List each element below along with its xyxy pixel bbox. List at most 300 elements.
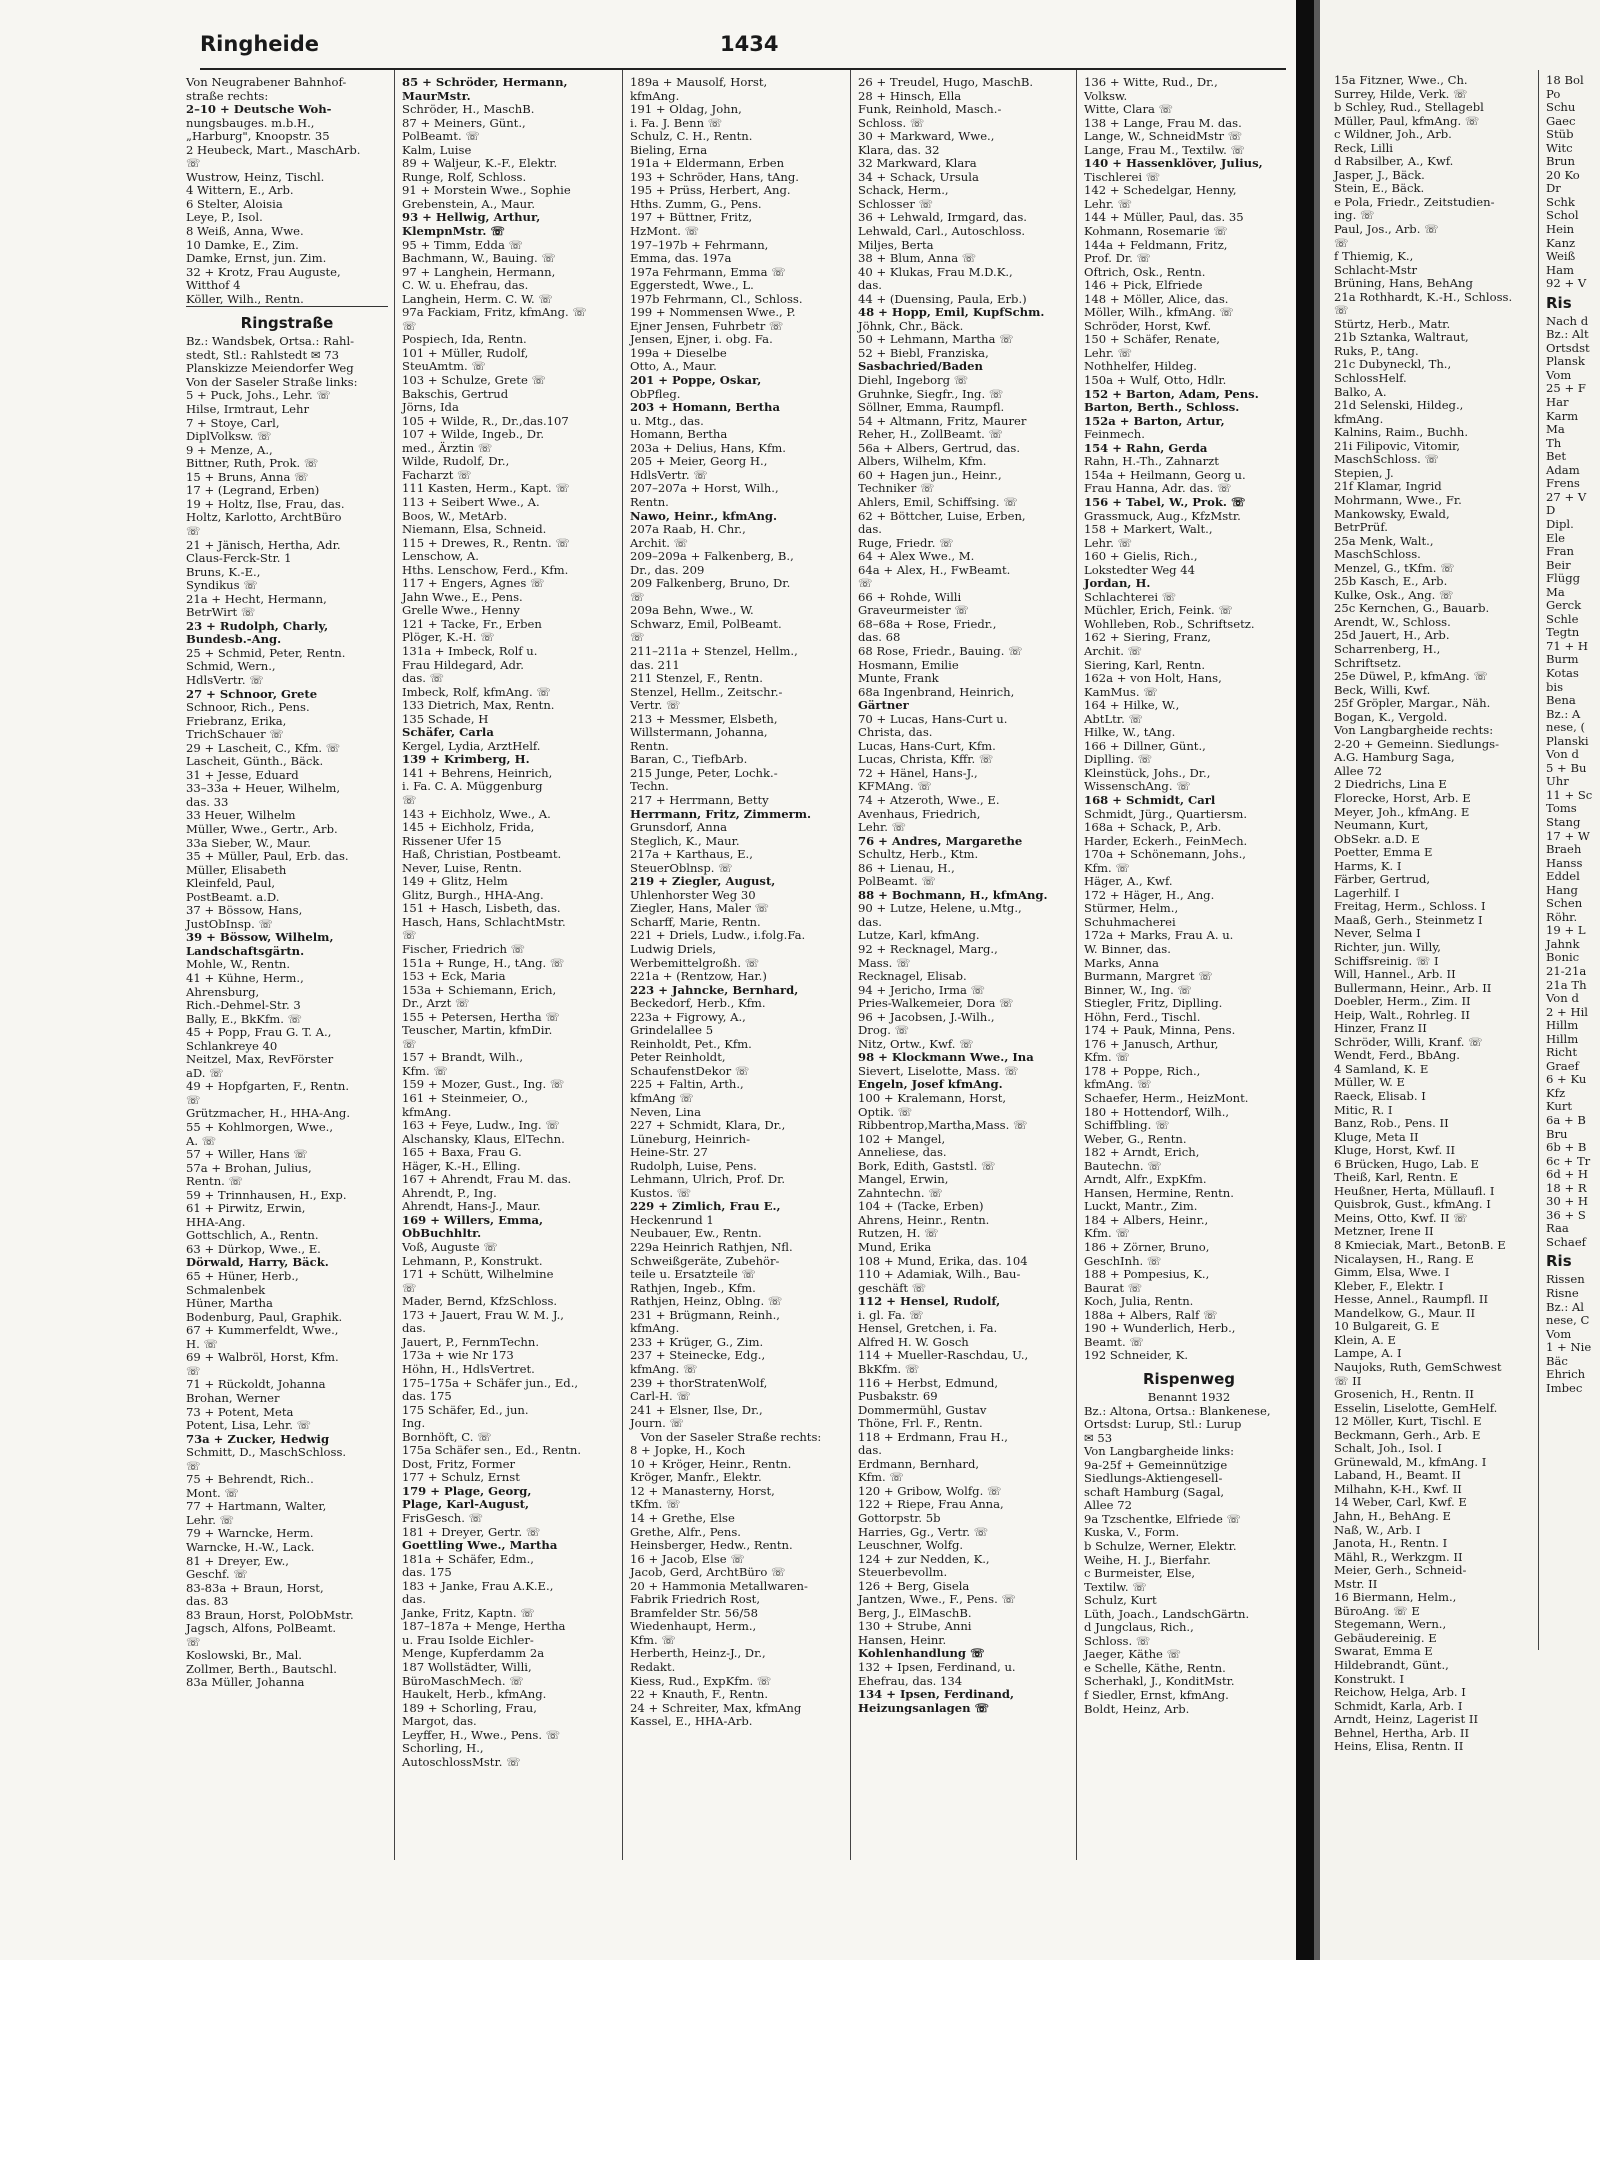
directory-entry: 87 + Meiners, Günt., bbox=[402, 115, 526, 130]
directory-entry: 181 + Dreyer, Gertr. ☏ bbox=[402, 1524, 541, 1539]
directory-entry: Flügg bbox=[1546, 571, 1581, 586]
directory-entry: Anneliese, das. bbox=[858, 1145, 947, 1160]
directory-entry: 86 + Lienau, H., bbox=[858, 860, 955, 875]
directory-entry: das. bbox=[858, 1443, 882, 1458]
directory-entry: Rathjen, Heinz, Oblng. ☏ bbox=[630, 1294, 783, 1309]
directory-entry: Jöhnk, Chr., Bäck. bbox=[858, 318, 964, 333]
directory-entry: 112 + Hensel, Rudolf, bbox=[858, 1294, 1001, 1309]
directory-entry: d Rabsilber, A., Kwf. bbox=[1334, 154, 1454, 169]
directory-entry: 40 + Klukas, Frau M.D.K., bbox=[858, 264, 1013, 279]
directory-entry: kfmAng. ☏ bbox=[1084, 1077, 1152, 1092]
directory-entry: das. bbox=[858, 278, 882, 293]
directory-entry: 239 + thorStratenWolf, bbox=[630, 1375, 768, 1390]
directory-entry: 170a + Schönemann, Johs., bbox=[1084, 847, 1246, 862]
directory-entry: 118 + Erdmann, Frau H., bbox=[858, 1429, 1008, 1444]
directory-entry: ☏ bbox=[1334, 235, 1349, 250]
directory-entry: ☏ bbox=[402, 1036, 417, 1051]
directory-entry: Plansk bbox=[1546, 354, 1585, 369]
directory-entry: i. Fa. J. Benn ☏ bbox=[630, 115, 723, 130]
directory-entry: Rentn. bbox=[630, 738, 669, 753]
directory-entry: 14 + Grethe, Else bbox=[630, 1510, 735, 1525]
directory-entry: 20 Ko bbox=[1546, 167, 1580, 182]
directory-entry: das. bbox=[858, 522, 882, 537]
directory-entry: HzMont. ☏ bbox=[630, 224, 700, 239]
directory-entry: Mohrmann, Wwe., Fr. bbox=[1334, 492, 1462, 507]
directory-entry: 25d Jauert, H., Arb. bbox=[1334, 628, 1450, 643]
directory-entry: 191a + Eldermann, Erben bbox=[630, 156, 785, 171]
directory-entry: Mankowsky, Ewald, bbox=[1334, 506, 1450, 521]
directory-entry: Schloss. ☏ bbox=[858, 115, 925, 130]
directory-entry: Hasch, Hans, SchlachtMstr. bbox=[402, 914, 566, 929]
directory-entry: Wohlleben, Rob., Schriftsetz. bbox=[1084, 616, 1255, 631]
directory-entry: Schlacht-Mstr bbox=[1334, 262, 1418, 277]
directory-entry: Archit. ☏ bbox=[1084, 643, 1143, 658]
directory-entry: 201 + Poppe, Oskar, bbox=[630, 373, 762, 388]
directory-entry: Jantzen, Wwe., F., Pens. ☏ bbox=[858, 1592, 1016, 1607]
directory-entry: Kohmann, Rosemarie ☏ bbox=[1084, 224, 1228, 239]
directory-entry: 6d + H bbox=[1546, 1167, 1588, 1182]
directory-entry: 59 + Trinnhausen, H., Exp. bbox=[186, 1187, 347, 1202]
directory-entry: 7 + Stoye, Carl, bbox=[186, 415, 280, 430]
directory-entry: Grebenstein, A., Maur. bbox=[402, 196, 536, 211]
directory-entry: Toms bbox=[1546, 801, 1577, 816]
directory-entry: 25f Gröpler, Margar., Näh. bbox=[1334, 696, 1491, 711]
directory-entry: 36 + S bbox=[1546, 1207, 1586, 1222]
directory-entry: das. 175 bbox=[402, 1389, 452, 1404]
directory-entry: Kleinfeld, Paul, bbox=[186, 876, 276, 891]
directory-entry: Mitic, R. I bbox=[1334, 1102, 1393, 1117]
directory-column-5 bbox=[1084, 76, 1294, 1856]
directory-entry: Banz, Rob., Pens. II bbox=[1334, 1116, 1449, 1131]
directory-entry: Mstr. II bbox=[1334, 1576, 1378, 1591]
directory-entry: 52 + Biebl, Franziska, bbox=[858, 345, 989, 360]
directory-entry: 175–175a + Schäfer jun., Ed., bbox=[402, 1375, 579, 1390]
directory-entry: 120 + Gribow, Wolfg. ☏ bbox=[858, 1483, 1002, 1498]
directory-entry: Grelle Wwe., Henny bbox=[402, 603, 520, 618]
directory-entry: BetrWirt ☏ bbox=[186, 605, 256, 620]
directory-entry: 161 + Steinmeier, O., bbox=[402, 1091, 529, 1106]
directory-entry: 151 + Hasch, Lisbeth, das. bbox=[402, 901, 561, 916]
directory-entry: Müller, Paul, kfmAng. ☏ bbox=[1334, 113, 1480, 128]
directory-entry: HdlsVertr. ☏ bbox=[630, 467, 708, 482]
directory-entry: Allee 72 bbox=[1084, 1498, 1132, 1513]
directory-entry: Nawo, Heinr., kfmAng. bbox=[630, 508, 778, 523]
directory-entry: Grassmuck, Aug., KfzMstr. bbox=[1084, 508, 1241, 523]
directory-entry: SteuAmtm. ☏ bbox=[402, 359, 486, 374]
directory-entry: ☏ bbox=[186, 1634, 201, 1649]
directory-entry: 146 + Pick, Elfriede bbox=[1084, 278, 1203, 293]
directory-entry: nese, ( bbox=[1546, 720, 1586, 735]
directory-entry: 10 + Kröger, Heinr., Rentn. bbox=[630, 1456, 792, 1471]
directory-entry: Gottorpstr. 5b bbox=[858, 1510, 941, 1525]
directory-entry: 71 + Rückoldt, Johanna bbox=[186, 1377, 326, 1392]
directory-entry: 68 Rose, Friedr., Bauing. ☏ bbox=[858, 643, 1023, 658]
directory-entry: 155 + Petersen, Hertha ☏ bbox=[402, 1009, 560, 1024]
directory-entry: Steuerbevollm. bbox=[858, 1565, 948, 1580]
directory-entry: Dörwald, Harry, Bäck. bbox=[186, 1255, 329, 1270]
directory-entry: Raa bbox=[1546, 1221, 1569, 1236]
directory-entry: Steglich, K., Maur. bbox=[630, 833, 740, 848]
directory-entry: Schiffsreinig. ☏ I bbox=[1334, 953, 1439, 968]
directory-entry: Mund, Erika bbox=[858, 1240, 932, 1255]
directory-entry: 177 + Schulz, Ernst bbox=[402, 1470, 520, 1485]
directory-entry: Pusbakstr. 69 bbox=[858, 1389, 938, 1404]
directory-entry: Balko, A. bbox=[1334, 384, 1387, 399]
directory-entry: Poetter, Emma E bbox=[1334, 845, 1433, 860]
directory-entry: 115 + Drewes, R., Rentn. ☏ bbox=[402, 535, 570, 550]
directory-entry: 163 + Feye, Ludw., Ing. ☏ bbox=[402, 1118, 560, 1133]
directory-entry: 153 + Eck, Maria bbox=[402, 969, 506, 984]
directory-entry: Otto, A., Maur. bbox=[630, 359, 717, 374]
directory-entry: SteuerOblnsp. ☏ bbox=[630, 860, 733, 875]
directory-entry: 33 Heuer, Wilhelm bbox=[186, 808, 296, 823]
directory-entry: Jagsch, Alfons, PolBeamt. bbox=[186, 1621, 337, 1636]
directory-entry: Von der Saseler Straße links: bbox=[186, 374, 358, 389]
directory-entry: Allee 72 bbox=[1334, 763, 1382, 778]
directory-entry: 213 + Messmer, Elsbeth, bbox=[630, 711, 778, 726]
directory-entry: Lenschow, A. bbox=[402, 549, 479, 564]
directory-entry: e Schelle, Käthe, Rentn. bbox=[1084, 1660, 1226, 1675]
directory-entry: Leyffer, H., Wwe., Pens. ☏ bbox=[402, 1727, 561, 1742]
directory-entry: ObBuchhltr. bbox=[402, 1226, 482, 1241]
directory-entry: 102 + Mangel, bbox=[858, 1131, 946, 1146]
directory-entry: 2 Heubeck, Mart., MaschArb. bbox=[186, 142, 361, 157]
directory-entry: 117 + Engers, Agnes ☏ bbox=[402, 576, 545, 591]
directory-entry: 139 + Krimberg, H. bbox=[402, 752, 530, 767]
directory-entry: Uhlenhorster Weg 30 bbox=[630, 887, 756, 902]
directory-entry: FrisGesch. ☏ bbox=[402, 1510, 484, 1525]
directory-entry: Ehrich bbox=[1546, 1367, 1586, 1382]
directory-entry: 110 + Adamiak, Wilh., Bau- bbox=[858, 1267, 1021, 1282]
directory-entry: 189 + Schorling, Frau, bbox=[402, 1700, 537, 1715]
directory-entry: Beir bbox=[1546, 557, 1571, 572]
directory-entry: 25e Düwel, P., kfmAng. ☏ bbox=[1334, 669, 1488, 684]
directory-entry: 45 + Popp, Frau G. T. A., bbox=[186, 1025, 332, 1040]
directory-entry: Menge, Kupferdamm 2a bbox=[402, 1646, 545, 1661]
directory-entry: 21f Klamar, Ingrid bbox=[1334, 479, 1442, 494]
directory-entry: 134 + Ipsen, Ferdinand, bbox=[858, 1687, 1015, 1702]
directory-entry: Milhahn, K-H., Kwf. II bbox=[1334, 1481, 1462, 1496]
directory-entry: Optik. ☏ bbox=[858, 1104, 913, 1119]
directory-entry: Bz.: Wandsbek, Ortsa.: Rahl- bbox=[186, 334, 355, 349]
directory-entry: Jahnk bbox=[1546, 936, 1580, 951]
directory-entry: Scharrenberg, H., bbox=[1334, 641, 1441, 656]
directory-entry: 79 + Warncke, Herm. bbox=[186, 1526, 314, 1541]
directory-entry: das. 83 bbox=[186, 1594, 229, 1609]
directory-entry: WissenschAng. ☏ bbox=[1084, 779, 1191, 794]
directory-entry: 2-20 + Gemeinn. Siedlungs- bbox=[1334, 736, 1499, 751]
directory-entry: Hensel, Gretchen, i. Fa. bbox=[858, 1321, 998, 1336]
directory-entry: 54 + Altmann, Fritz, Maurer bbox=[858, 413, 1027, 428]
directory-entry: Archit. ☏ bbox=[630, 535, 689, 550]
directory-entry: Gebäudereinig. E bbox=[1334, 1630, 1437, 1645]
directory-entry: Köller, Wilh., Rentn. bbox=[186, 293, 388, 308]
directory-entry: Goettling Wwe., Martha bbox=[402, 1538, 558, 1553]
directory-entry: Ma bbox=[1546, 422, 1565, 437]
directory-entry: Meins, Otto, Kwf. II ☏ bbox=[1334, 1210, 1468, 1225]
directory-entry: Schiffbling. ☏ bbox=[1084, 1118, 1170, 1133]
directory-entry: Weber, G., Rentn. bbox=[1084, 1131, 1187, 1146]
directory-entry: Warncke, H.-W., Lack. bbox=[186, 1539, 315, 1554]
directory-entry: c Burmeister, Else, bbox=[1084, 1566, 1196, 1581]
directory-entry: Nothhelfer, Hildeg. bbox=[1084, 359, 1197, 374]
directory-entry: Pries-Walkemeier, Dora ☏ bbox=[858, 996, 1014, 1011]
directory-entry: Recknagel, Elisab. bbox=[858, 969, 967, 984]
directory-entry: Schröder, Willi, Kranf. ☏ bbox=[1334, 1034, 1483, 1049]
directory-entry: Techniker ☏ bbox=[858, 481, 935, 496]
directory-entry: Richt bbox=[1546, 1045, 1578, 1060]
directory-entry: Schaef bbox=[1546, 1234, 1586, 1249]
directory-entry: 92 + V bbox=[1546, 276, 1587, 291]
directory-entry: Wendt, Ferd., BbAng. bbox=[1334, 1048, 1460, 1063]
directory-entry: Journ. ☏ bbox=[630, 1416, 684, 1431]
directory-entry: u. Frau Isolde Eichler- bbox=[402, 1632, 534, 1647]
directory-entry: Schalt, Joh., Isol. I bbox=[1334, 1441, 1442, 1456]
directory-entry: Beck, Willi, Kwf. bbox=[1334, 682, 1431, 697]
directory-entry: Schle bbox=[1546, 611, 1579, 626]
directory-entry: 6 Brücken, Hugo, Lab. E bbox=[1334, 1156, 1480, 1171]
directory-entry: Müller, Elisabeth bbox=[186, 862, 287, 877]
directory-entry: Grunsdorf, Anna bbox=[630, 820, 728, 835]
directory-entry: 221a + (Rentzow, Har.) bbox=[630, 969, 767, 984]
directory-entry: 31 + Jesse, Eduard bbox=[186, 767, 299, 782]
directory-entry: 21-21a bbox=[1546, 964, 1587, 978]
directory-entry: Jahn, H., BehAng. E bbox=[1334, 1508, 1451, 1523]
directory-entry: i. gl. Fa. ☏ bbox=[858, 1307, 924, 1322]
directory-entry: JustObInsp. ☏ bbox=[186, 916, 273, 931]
directory-entry: Kfm. ☏ bbox=[402, 1063, 448, 1078]
directory-entry: HdlsVertr. ☏ bbox=[186, 672, 264, 687]
directory-entry: Höhn, H., HdlsVertret. bbox=[402, 1361, 535, 1376]
directory-entry: Reinholdt, Pet., Kfm. bbox=[630, 1036, 752, 1051]
directory-entry: Gärtner bbox=[858, 698, 909, 713]
directory-entry: das. 211 bbox=[630, 657, 680, 672]
directory-entry: 29 + Lascheit, C., Kfm. ☏ bbox=[186, 740, 341, 755]
directory-entry: Reichow, Helga, Arb. I bbox=[1334, 1685, 1466, 1700]
directory-entry: MaschSchloss. bbox=[1334, 547, 1421, 562]
directory-entry: 63 + Dürkop, Wwe., E. bbox=[186, 1241, 321, 1256]
directory-entry: 142 + Schedelgar, Henny, bbox=[1084, 183, 1237, 198]
directory-entry: 56a + Albers, Gertrud, das. bbox=[858, 440, 1021, 455]
directory-entry: Niemann, Elsa, Schneid. bbox=[402, 522, 547, 537]
column-divider bbox=[1538, 70, 1539, 1650]
directory-entry: 92 + Recknagel, Marg., bbox=[858, 942, 998, 956]
directory-entry: 209 Falkenberg, Bruno, Dr. bbox=[630, 576, 791, 591]
directory-entry: Alschansky, Klaus, ElTechn. bbox=[402, 1131, 565, 1146]
directory-entry: Marks, Anna bbox=[1084, 955, 1159, 970]
directory-entry: Schol bbox=[1546, 208, 1579, 223]
directory-entry: Schnoor, Rich., Pens. bbox=[186, 700, 310, 715]
directory-entry: Theiß, Karl, Rentn. E bbox=[1334, 1170, 1459, 1185]
page-header bbox=[200, 32, 1286, 64]
directory-entry: kfmAng ☏ bbox=[630, 1091, 694, 1106]
directory-entry: Müchler, Erich, Feink. ☏ bbox=[1084, 603, 1233, 618]
directory-entry: Eggerstedt, Wwe., L. bbox=[630, 278, 754, 293]
street-heading: Ringstraße bbox=[240, 314, 334, 333]
directory-entry: 183 + Janke, Frau A.K.E., bbox=[402, 1578, 554, 1593]
directory-entry: 27 + Schnoor, Grete bbox=[186, 686, 318, 701]
directory-entry: 9 + Menze, A., bbox=[186, 442, 273, 457]
directory-entry: Paul, Jos., Arb. ☏ bbox=[1334, 222, 1439, 237]
directory-entry: Schweißgeräte, Zubehör- bbox=[630, 1253, 780, 1268]
directory-entry: Kanz bbox=[1546, 235, 1576, 250]
directory-entry: Reher, H., ZollBeamt. ☏ bbox=[858, 427, 1003, 442]
directory-entry: Mangel, Erwin, bbox=[858, 1172, 949, 1187]
directory-entry: PolBeamt. ☏ bbox=[858, 874, 936, 889]
directory-entry: 21d Selenski, Hildeg., bbox=[1334, 398, 1464, 413]
directory-entry: Rahn, H.-Th., Zahnarzt bbox=[1084, 454, 1219, 469]
directory-entry: Po bbox=[1546, 86, 1561, 101]
street-heading: Ris bbox=[1546, 293, 1572, 312]
right-page-column-1 bbox=[1334, 73, 1534, 1754]
directory-entry: Rissen bbox=[1546, 1272, 1585, 1287]
directory-entry: Maaß, Gerh., Steinmetz I bbox=[1334, 912, 1483, 927]
directory-entry: 83a Müller, Johanna bbox=[186, 1675, 305, 1690]
directory-entry: 132 + Ipsen, Ferdinand, u. bbox=[858, 1659, 1016, 1674]
directory-entry: 26 + Treudel, Hugo, MaschB. bbox=[858, 75, 1034, 89]
directory-entry: Schlachterei ☏ bbox=[1084, 589, 1177, 604]
directory-entry: 16 + Jacob, Else ☏ bbox=[630, 1551, 745, 1566]
directory-entry: 64a + Alex, H., FwBeamt. bbox=[858, 562, 1011, 577]
directory-entry: Hansen, Hermine, Rentn. bbox=[1084, 1185, 1234, 1200]
directory-entry: 225 + Faltin, Arth., bbox=[630, 1077, 744, 1092]
directory-entry: Konstrukt. I bbox=[1334, 1671, 1405, 1686]
directory-entry: 18 Bol bbox=[1546, 73, 1584, 87]
directory-entry: Rutzen, H. ☏ bbox=[858, 1226, 939, 1241]
directory-entry: Kfm. ☏ bbox=[630, 1632, 676, 1647]
directory-entry: 23 + Rudolph, Charly, bbox=[186, 618, 329, 633]
directory-entry: 103 + Schulze, Grete ☏ bbox=[402, 373, 546, 388]
directory-entry: Stiegler, Fritz, Diplling. bbox=[1084, 996, 1223, 1011]
directory-entry: Fabrik Friedrich Rost, bbox=[630, 1592, 761, 1607]
directory-entry: 191 + Oldag, John, bbox=[630, 102, 742, 117]
directory-entry: Jauert, P., FernmTechn. bbox=[402, 1334, 540, 1349]
directory-entry: Berg, J., ElMaschB. bbox=[858, 1605, 972, 1620]
directory-entry: Schröder, Horst, Kwf. bbox=[1084, 318, 1212, 333]
directory-entry: MaurMstr. bbox=[402, 88, 471, 103]
directory-entry: 207a Raab, H. Chr., bbox=[630, 522, 746, 537]
directory-entry: 165 + Baxa, Frau G. bbox=[402, 1145, 522, 1160]
directory-entry: 8 Weiß, Anna, Wwe. bbox=[186, 224, 304, 239]
directory-entry: Zollmer, Berth., Bautschl. bbox=[186, 1661, 337, 1676]
directory-entry: 24 + Schreiter, Max, kfmAng bbox=[630, 1700, 802, 1715]
directory-entry: Frau Hildegard, Adr. bbox=[402, 657, 524, 672]
directory-entry: Jasper, J., Bäck. bbox=[1334, 167, 1425, 182]
directory-entry: A. ☏ bbox=[186, 1133, 217, 1148]
directory-entry: Brohan, Werner bbox=[186, 1390, 280, 1405]
directory-entry: Will, Hannel., Arb. II bbox=[1334, 967, 1456, 982]
directory-entry: 20 + Hammonia Metallwaren- bbox=[630, 1578, 808, 1593]
directory-entry: 18 + R bbox=[1546, 1180, 1587, 1195]
directory-entry: 73 + Potent, Meta bbox=[186, 1404, 294, 1419]
directory-entry: Lehr. ☏ bbox=[1084, 196, 1133, 211]
directory-entry: Heizungsanlagen ☏ bbox=[858, 1700, 990, 1715]
directory-entry: C. W. u. Ehefrau, das. bbox=[402, 278, 529, 293]
directory-entry: Munte, Frank bbox=[858, 671, 939, 686]
directory-entry: 67 + Kummerfeldt, Wwe., bbox=[186, 1323, 339, 1338]
directory-entry: Janke, Fritz, Kaptn. ☏ bbox=[402, 1605, 535, 1620]
directory-entry: 229 + Zimlich, Frau E., bbox=[630, 1199, 781, 1214]
directory-entry: Dipl. bbox=[1546, 516, 1574, 531]
directory-entry: 221 + Driels, Ludw., i.folg.Fa. bbox=[630, 928, 806, 943]
directory-entry: Schen bbox=[1546, 896, 1583, 911]
directory-entry: Schlankreye 40 bbox=[186, 1038, 278, 1053]
directory-entry: 1 + Nie bbox=[1546, 1340, 1592, 1355]
directory-entry: u. Mtg., das. bbox=[630, 413, 704, 428]
directory-entry: Metzner, Irene II bbox=[1334, 1224, 1434, 1239]
directory-entry: Burmann, Margret ☏ bbox=[1084, 969, 1213, 984]
directory-entry: Karm bbox=[1546, 408, 1579, 423]
directory-entry: BetrPrüf. bbox=[1334, 520, 1388, 535]
directory-entry: e Pola, Friedr., Zeitstudien- bbox=[1334, 194, 1495, 209]
directory-entry: 60 + Hagen jun., Heinr., bbox=[858, 467, 1002, 482]
directory-entry: Rudolph, Luise, Pens. bbox=[630, 1158, 757, 1173]
directory-entry: 145 + Eichholz, Frida, bbox=[402, 820, 535, 835]
directory-entry: 90 + Lutze, Helene, u.Mtg., bbox=[858, 901, 1022, 916]
directory-entry: Schloss. ☏ bbox=[1084, 1633, 1151, 1648]
directory-entry: Holtz, Karlotto, ArchtBüro bbox=[186, 510, 342, 525]
directory-entry: Von Langbargheide rechts: bbox=[1334, 723, 1494, 738]
directory-entry: 83-83a + Braun, Horst, bbox=[186, 1580, 324, 1595]
directory-entry: Hein bbox=[1546, 222, 1575, 237]
directory-entry: Langhein, Herm. C. W. ☏ bbox=[402, 291, 553, 306]
directory-entry: 136 + Witte, Rud., Dr., bbox=[1084, 75, 1218, 89]
directory-entry: Behnel, Hertha, Arb. II bbox=[1334, 1725, 1470, 1740]
directory-entry: Drog. ☏ bbox=[858, 1023, 910, 1038]
directory-entry: Volksw. bbox=[1084, 88, 1128, 103]
directory-entry: 38 + Blum, Anna ☏ bbox=[858, 251, 977, 266]
directory-entry: f Thiemig, K., bbox=[1334, 249, 1414, 264]
directory-entry: b Schulze, Werner, Elektr. bbox=[1084, 1538, 1237, 1553]
directory-entry: 154 + Rahn, Gerda bbox=[1084, 440, 1208, 455]
directory-entry: 223 + Jahncke, Bernhard, bbox=[630, 982, 799, 997]
directory-entry: ☏ bbox=[630, 630, 645, 645]
directory-entry: Lehwald, Carl., Autoschloss. bbox=[858, 224, 1026, 239]
directory-entry: Ing. bbox=[402, 1416, 426, 1431]
directory-entry: das. 33 bbox=[186, 794, 229, 809]
directory-entry: Sasbachried/Baden bbox=[858, 359, 983, 374]
directory-entry: ☏ bbox=[186, 523, 201, 538]
directory-entry: MaschSchloss. ☏ bbox=[1334, 452, 1440, 467]
directory-entry: Ahrensburg, bbox=[186, 984, 260, 999]
directory-entry: 197 + Büttner, Fritz, bbox=[630, 210, 753, 225]
directory-entry: Bz.: Al bbox=[1546, 1299, 1584, 1314]
directory-entry: Nicalaysen, H., Rang. E bbox=[1334, 1251, 1474, 1266]
directory-entry: Wiedenhaupt, Herm., bbox=[630, 1619, 757, 1634]
directory-entry: Fran bbox=[1546, 544, 1574, 559]
directory-entry: 180 + Hottendorf, Wilh., bbox=[1084, 1104, 1230, 1119]
directory-entry: Frau Hanna, Adr. das. ☏ bbox=[1084, 481, 1232, 496]
directory-entry: Esselin, Liselotte, GemHelf. bbox=[1334, 1400, 1498, 1415]
directory-entry: Ehefrau, das. 134 bbox=[858, 1673, 963, 1688]
directory-entry: 131a + Imbeck, Rolf u. bbox=[402, 643, 538, 658]
directory-entry: Hanss bbox=[1546, 855, 1583, 870]
directory-entry: Th bbox=[1546, 435, 1562, 450]
directory-entry: 25 + F bbox=[1546, 381, 1586, 396]
directory-entry: Gerck bbox=[1546, 598, 1582, 613]
directory-entry: 211 Stenzel, F., Rentn. bbox=[630, 671, 763, 686]
directory-entry: 113 + Seibert Wwe., A. bbox=[402, 494, 540, 509]
directory-entry: PolBeamt. ☏ bbox=[402, 129, 480, 144]
directory-entry: Bet bbox=[1546, 449, 1567, 464]
directory-entry: 144a + Feldmann, Fritz, bbox=[1084, 237, 1228, 252]
directory-entry: Stein, E., Bäck. bbox=[1334, 181, 1425, 196]
directory-entry: Mass. ☏ bbox=[858, 955, 911, 970]
directory-entry: Koslowski, Br., Mal. bbox=[186, 1648, 302, 1663]
directory-entry: Boos, W., MetArb. bbox=[402, 508, 508, 523]
directory-entry: Lucas, Christa, Kffr. ☏ bbox=[858, 752, 994, 767]
directory-entry: Bru bbox=[1546, 1126, 1568, 1141]
